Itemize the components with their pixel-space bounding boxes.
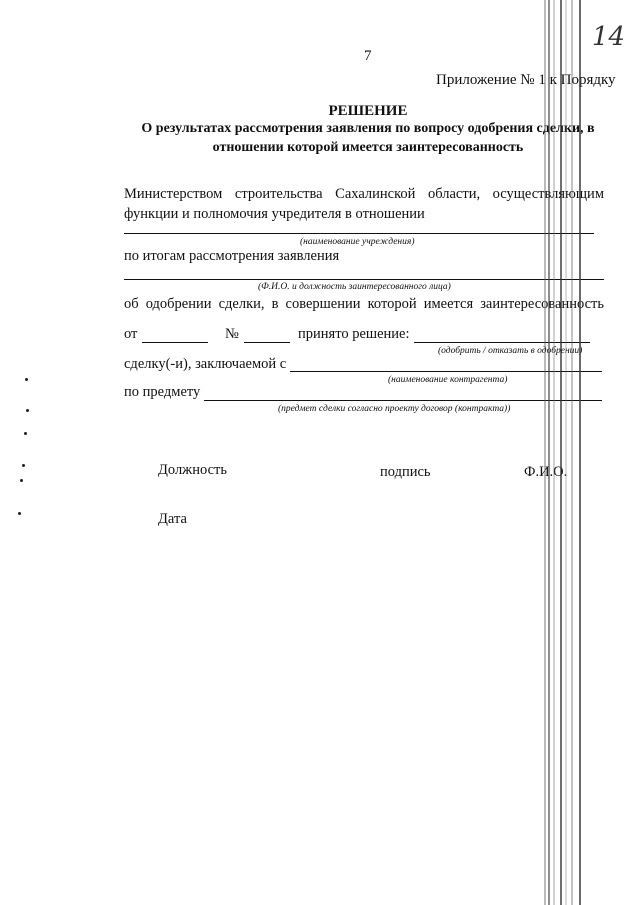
document-subtitle-line-1: О результатах рассмотрения заявления по вопросу одобрения сделки, в [141,121,595,136]
subject-label: по предмету [124,384,201,400]
document-subtitle-line-2: отношении которой имеется заинтересованность [212,140,524,155]
decision-label: принято решение: [298,326,410,342]
date-label: Дата [158,511,187,527]
counterparty-blank [290,371,602,372]
number-label: № [225,326,239,342]
decision-blank [414,342,590,343]
signature-label: подпись [380,464,431,480]
position-label: Должность [158,462,227,478]
note-institution: (наименование учреждения) [300,237,415,247]
document-title: РЕШЕНИЕ [328,103,408,119]
date-blank [142,342,208,343]
handwritten-page-mark: 14 [592,22,626,52]
deal-label: сделку(-и), заключаемой с [124,356,287,372]
fio-label: Ф.И.О. [524,464,568,480]
approval-line: об одобрении сделки, в совершении которой имеется заинтересованность [124,296,604,312]
by-results-label: по итогам рассмотрения заявления [124,248,340,264]
person-blank [124,279,604,280]
appendix-label: Приложение № 1 к Порядку [436,72,616,88]
from-label: от [124,326,138,342]
note-subject: (предмет сделки согласно проекту договор (контракта)) [278,404,511,414]
note-person: (Ф.И.О. и должность заинтересованного лица) [258,282,451,292]
paragraph-line-1: Министерством строительства Сахалинской области, осуществляющим [124,186,604,202]
note-counterparty: (наименование контрагента) [388,375,508,385]
note-decision: (одобрить / отказать в одобрении) [438,346,583,356]
institution-blank [124,233,594,234]
number-blank [244,342,290,343]
subject-blank [204,400,602,401]
paragraph-line-2: функции и полномочия учредителя в отношении [124,206,425,222]
page-number: 7 [364,48,372,64]
